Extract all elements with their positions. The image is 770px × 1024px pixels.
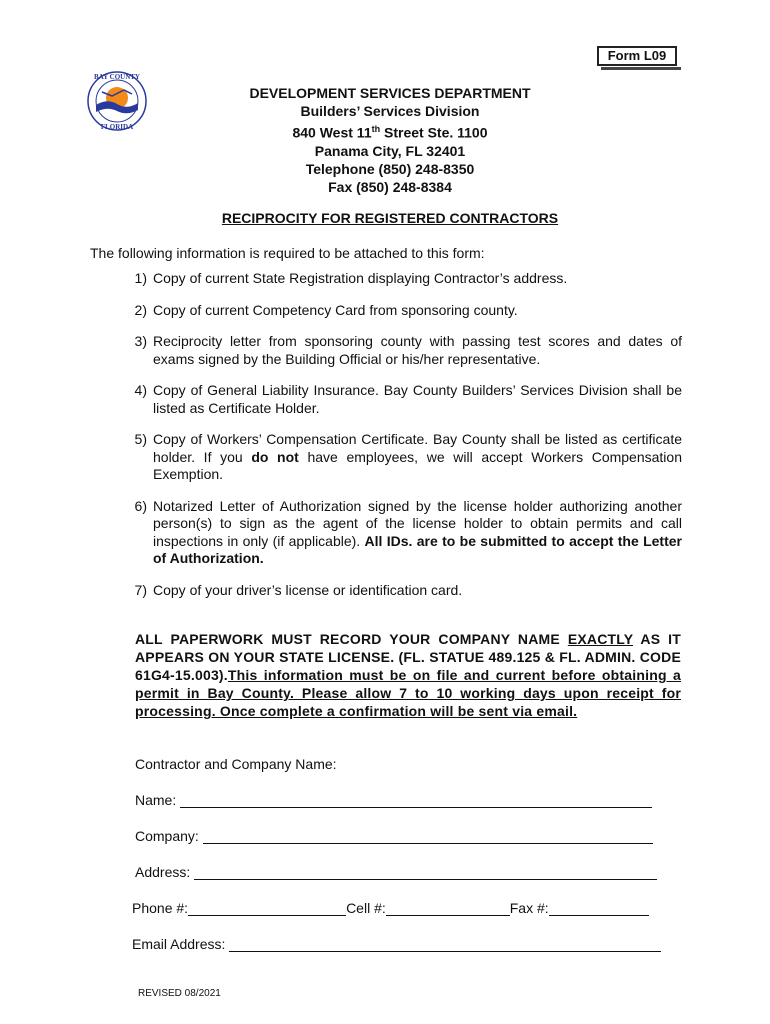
svg-text:FLORIDA: FLORIDA (100, 123, 134, 131)
list-item: 4) Copy of General Liability Insurance. Bay County Builders’ Services Division shall be listed as Certificate Holder. (134, 382, 682, 416)
intro-text: The following information is required to be attached to this form: (90, 245, 485, 261)
phone-field[interactable]: Phone #: Cell #: Fax #: (132, 900, 649, 916)
list-item: 5) Copy of Workers’ Compensation Certificate. Bay County shall be listed as certificate holder. If you do not have employees, we will accept Workers Compensation Exemption. (134, 431, 682, 482)
form-title: RECIPROCITY FOR REGISTERED CONTRACTORS (221, 210, 559, 226)
address-field[interactable]: Address: (135, 864, 657, 880)
fields-heading: Contractor and Company Name: (135, 756, 337, 772)
division-name: Builders’ Services Division (300, 103, 480, 119)
name-field[interactable]: Name: (135, 792, 652, 808)
revision-date: REVISED 08/2021 (138, 988, 221, 999)
list-item: 1) Copy of current State Registration displaying Contractor’s address. (134, 270, 568, 286)
telephone: Telephone (850) 248-8350 (305, 160, 475, 177)
svg-text:BAY COUNTY: BAY COUNTY (94, 73, 140, 81)
list-item: 3) Reciprocity letter from sponsoring county with passing test scores and dates of exams signed by the Building Official or his/her representative. (134, 333, 682, 367)
fax: Fax (850) 248-8384 (328, 178, 452, 195)
form-number: Form L09 (597, 46, 677, 66)
paperwork-notice: ALL PAPERWORK MUST RECORD YOUR COMPANY NAME EXACTLY AS IT APPEARS ON YOUR STATE LICENSE. (FL. STATUE 489.125 & FL. ADMIN. CODE 61G4-15.003).This information must be on file and current before obtaining a permit in Bay County. Please allow 7 to 10 working days upon receipt for processing. Once complete a confirmation will be sent via email. (135, 631, 681, 719)
list-item: 6) Notarized Letter of Authorization signed by the license holder authorizing another person(s) to sign as the agent of the license holder to obtain permits and call inspections in only (if applicable). All IDs. are to be submitted to accept the Letter of Authorization. (134, 497, 682, 566)
department-name: DEVELOPMENT SERVICES DEPARTMENT (249, 85, 531, 101)
company-field[interactable]: Company: (135, 828, 653, 844)
requirements-list (90, 270, 682, 613)
list-item: 7) Copy of your driver’s license or identification card. (134, 581, 463, 598)
email-field[interactable]: Email Address: (132, 936, 661, 952)
street-address: 840 West 11th Street Ste. 1100 (292, 124, 488, 141)
list-item: 2) Copy of current Competency Card from sponsoring county. (134, 301, 518, 318)
city-state-zip: Panama City, FL 32401 (314, 142, 466, 159)
department-header (140, 84, 640, 196)
